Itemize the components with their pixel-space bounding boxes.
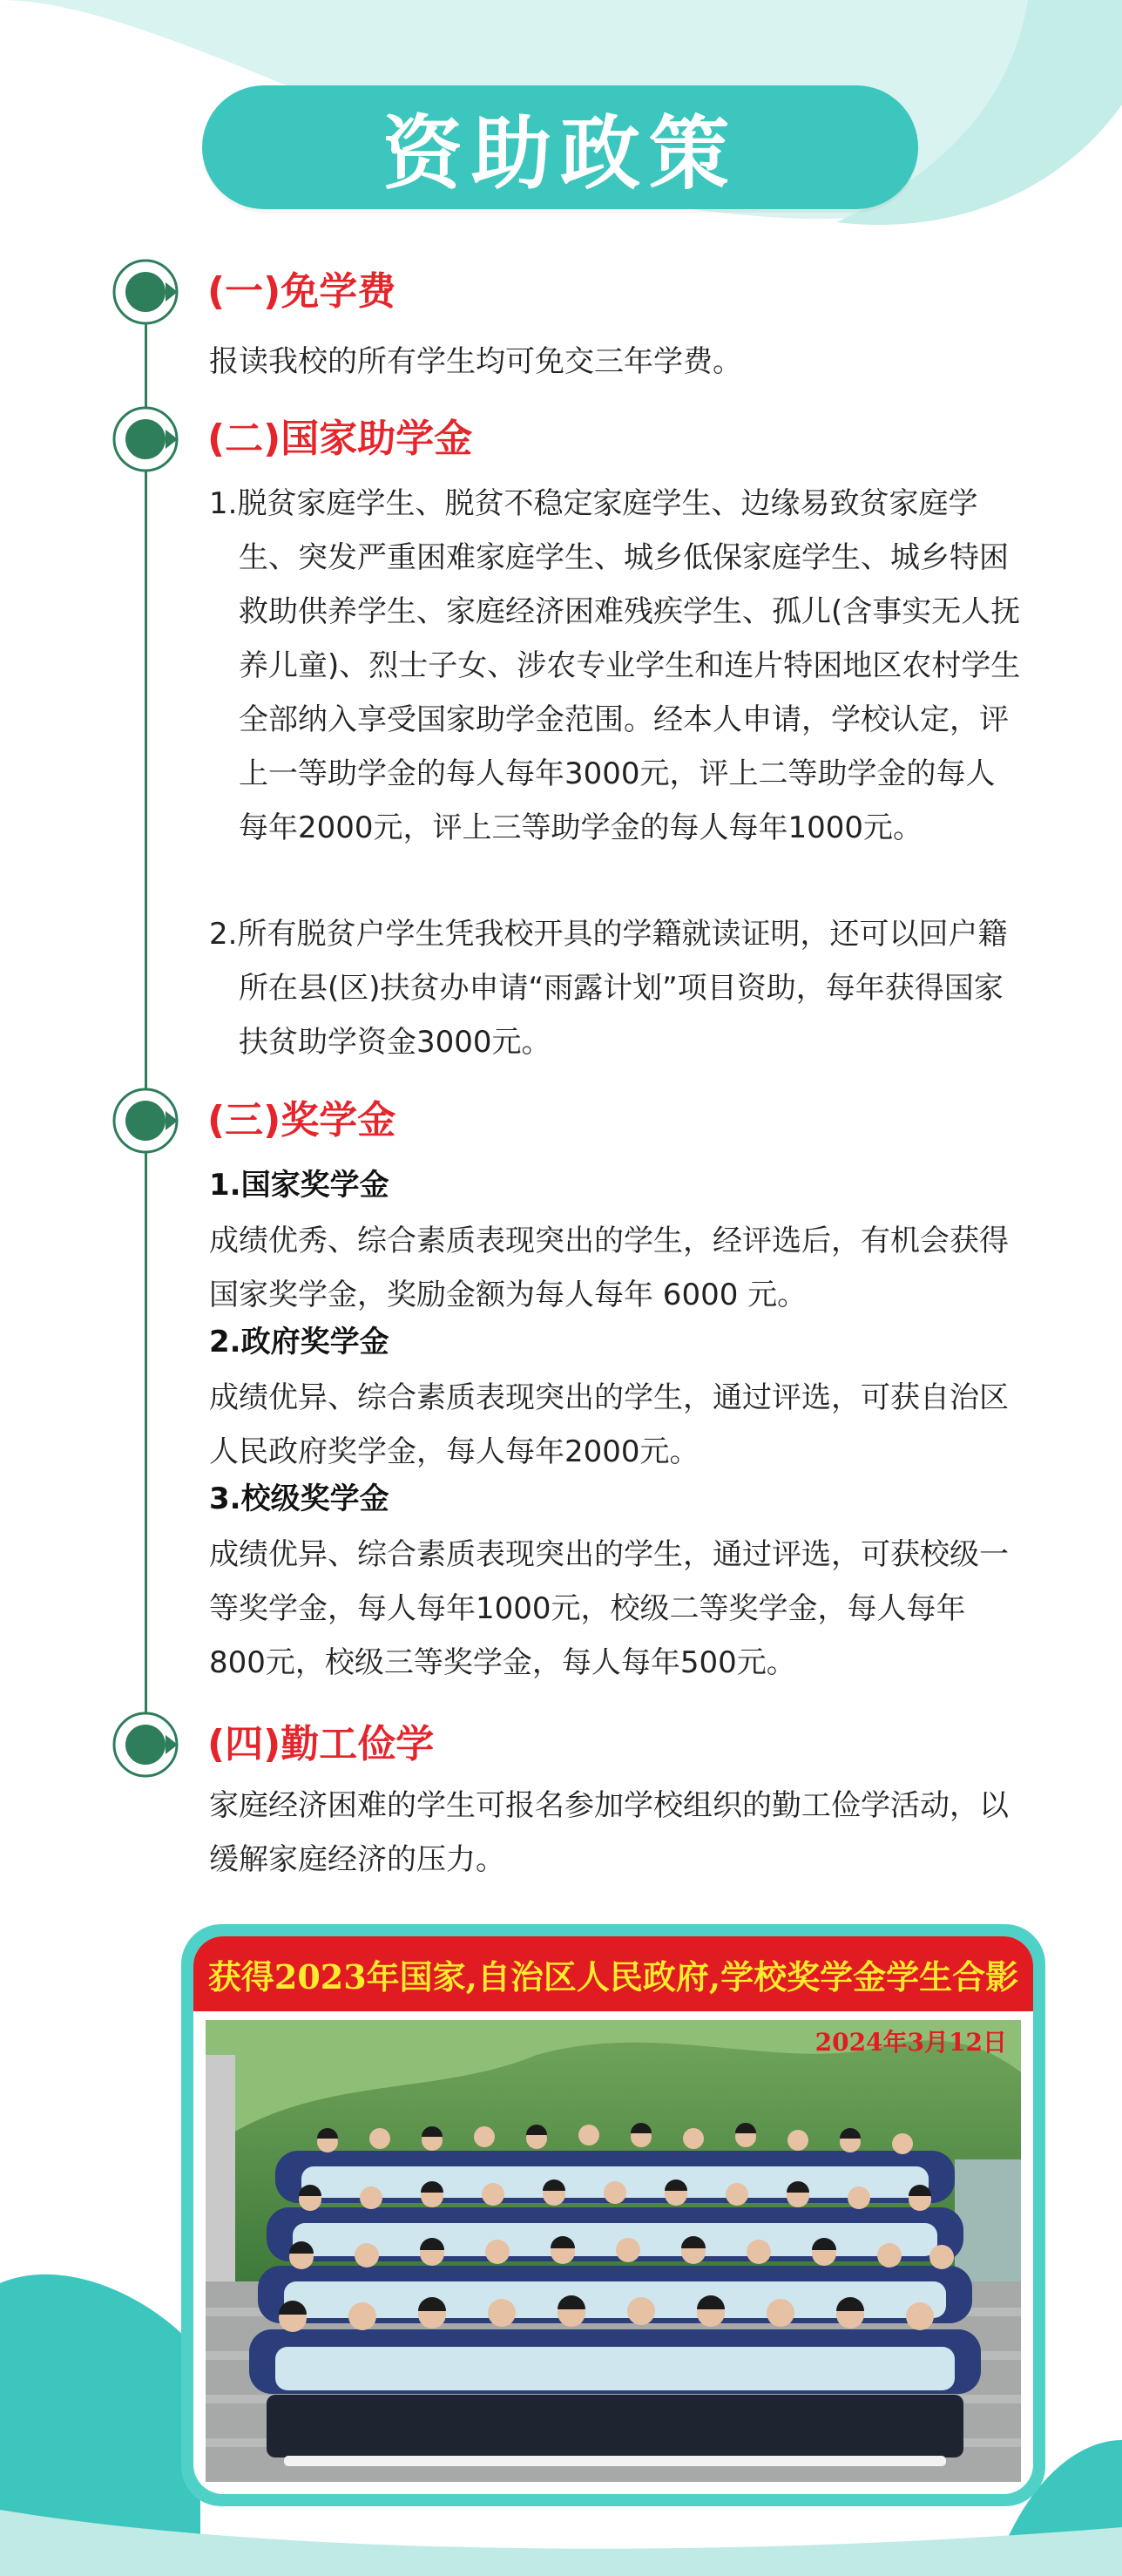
bullet-icon xyxy=(112,405,179,473)
scholarship-government-text: 成绩优异、综合素质表现突出的学生，通过评选，可获自治区人民政府奖学金，每人每年2000元。 xyxy=(209,1380,1009,1469)
group-photo-scene xyxy=(206,2020,1021,2482)
scholarship-school-title: 3.校级奖学金 xyxy=(209,1481,389,1516)
scholarship-government-title: 2.政府奖学金 xyxy=(209,1325,389,1359)
group-photo xyxy=(193,1936,1033,2494)
scholarship-school-text: 成绩优异、综合素质表现突出的学生，通过评选，可获校级一等奖学金，每人每年1000元，校级二等奖学金，每人每年800元，校级三等奖学金，每人每年500元。 xyxy=(209,1537,1009,1680)
bullet-icon xyxy=(112,258,179,326)
page-title: 资助政策 xyxy=(382,107,738,200)
scholarship-national-title: 1.国家奖学金 xyxy=(209,1168,389,1203)
section-text-tuition: 报读我校的所有学生均可免交三年学费。 xyxy=(209,344,742,379)
bullet-icon xyxy=(112,1711,179,1779)
section-heading-work-study: (四)勤工俭学 xyxy=(207,1722,435,1766)
grant-item-2: 2.所有脱贫户学生凭我校开具的学籍就读证明，还可以回户籍所在县(区)扶贫办申请“雨露计划”项目资助，每年获得国家扶贫助学资金3000元。 xyxy=(209,917,1008,1060)
photo-date: 2024年3月12日 xyxy=(814,2028,1007,2057)
scholarship-national-text: 成绩优秀、综合素质表现突出的学生，经评选后，有机会获得国家奖学金，奖励金额为每人每年 6000 元。 xyxy=(209,1224,1009,1312)
group-photo-frame xyxy=(181,1924,1045,2506)
section-heading-grant: (二)国家助学金 xyxy=(207,417,473,461)
section-heading-tuition: (一)免学费 xyxy=(207,269,396,314)
bullet-icon xyxy=(112,1087,179,1155)
section-text-work-study: 家庭经济困难的学生可报名参加学校组织的勤工俭学活动，以缓解家庭经济的压力。 xyxy=(209,1788,1009,1877)
photo-caption-banner xyxy=(193,1936,1033,2011)
grant-item-1: 1.脱贫家庭学生、脱贫不稳定家庭学生、边缘易致贫家庭学生、突发严重困难家庭学生、城乡低保家庭学生、城乡特困救助供养学生、家庭经济困难残疾学生、孤儿(含事实无人抚养儿童)、烈士子女、涉农专业学生和连片特困地区农村学生全部纳入享受国家助学金范围。经本人申请，学校认定，评上一等助学金的每人每年3000元，评上二等助学金的每人每年2000元，评上三等助学金的每人每年1000元。 xyxy=(209,486,1021,845)
timeline-line xyxy=(145,292,147,1756)
photo-caption: 获得2023年国家,自治区人民政府,学校奖学金学生合影 xyxy=(207,1956,1019,1996)
title-banner xyxy=(202,85,918,209)
section-heading-scholarship: (三)奖学金 xyxy=(207,1098,396,1142)
